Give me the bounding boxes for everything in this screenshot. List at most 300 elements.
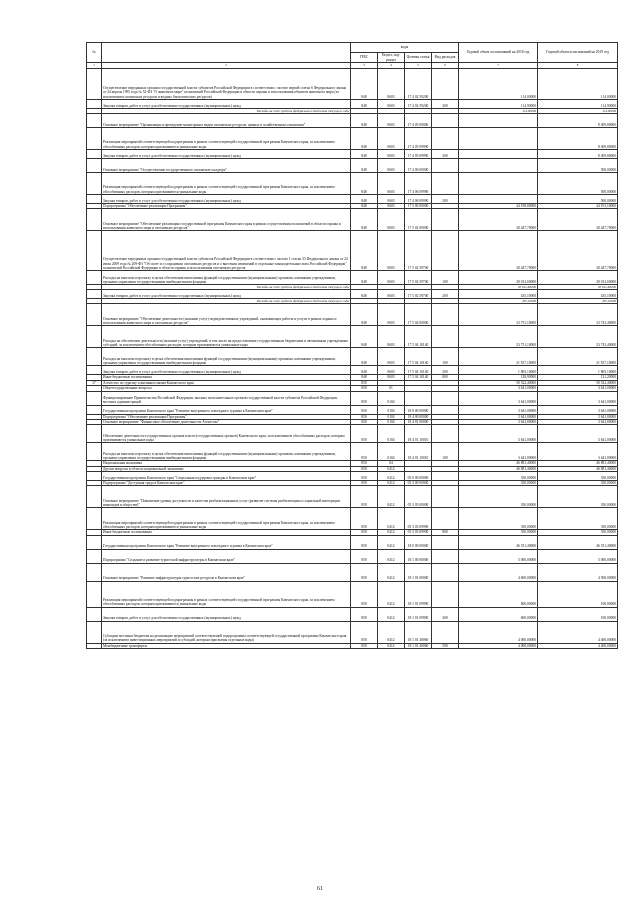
table-row	[87, 581, 618, 607]
header-section: Раздел, под-раздел	[378, 53, 405, 63]
row-section: 0603	[378, 326, 405, 348]
row-name: Закупка товаров, работ и услуг для обеспечения государственных (муниципальных) нужд	[102, 290, 351, 299]
row-grbs: 850	[351, 481, 378, 486]
row-number: 37	[87, 380, 102, 385]
row-grbs: 848	[351, 209, 378, 231]
row-section: 0603	[378, 271, 405, 285]
row-year1: 3 641,00000	[459, 414, 538, 419]
row-target: 05 0 00 00000	[405, 472, 432, 481]
row-year2: 3 641,00000	[538, 425, 618, 443]
table-row	[87, 621, 618, 643]
row-year1: 3 641,00000	[459, 391, 538, 405]
row-target: 17 5 02 00000	[405, 209, 432, 231]
row-name: Иные бюджетные ассигнования	[102, 530, 351, 535]
row-section: 0412	[378, 563, 405, 581]
row-name: Другие вопросы в области национальной экономики	[102, 466, 351, 471]
row-year1: 46 881,40000	[459, 466, 538, 471]
row-target: 18 1 01 40060	[405, 621, 432, 643]
row-year1: 46 531,40000	[459, 535, 538, 549]
row-grbs: 848	[351, 204, 378, 209]
row-section: 0412	[378, 621, 405, 643]
row-number	[87, 508, 102, 530]
row-year2: 8 409,80000	[538, 114, 618, 128]
row-year2: 500,00000	[538, 195, 618, 204]
row-year2: 100,00000	[538, 607, 618, 621]
row-year1: 350,00000	[459, 530, 538, 535]
row-year1: 114,00000	[459, 69, 538, 100]
row-number	[87, 69, 102, 100]
table-row	[87, 486, 618, 508]
row-grbs: 848	[351, 150, 378, 159]
row-section: 0412	[378, 643, 405, 648]
row-number	[87, 114, 102, 128]
row-name: Подпрограмма "Доступная среда в Камчатском крае"	[102, 481, 351, 486]
row-name: Расходы на выплаты персоналу в целях обеспечения выполнения функций государственными (муниципальными) органами, казенными учреждениями, органами управления государственными внебюджетными фондами	[102, 271, 351, 285]
row-year2: 46 531,40000	[538, 535, 618, 549]
row-target: 17 4 02 59200	[405, 69, 432, 100]
row-year1	[459, 195, 538, 204]
row-number	[87, 621, 102, 643]
row-expense-type: 200	[432, 150, 459, 159]
row-expense-type	[432, 159, 459, 173]
row-name: Основное мероприятие "Повышение уровня доступности и качества реабилитационных услуг (развитие системы реабилитации и социальной интеграции инвалидов в обществе)"	[102, 486, 351, 508]
row-section: 04	[378, 461, 405, 466]
row-number	[87, 173, 102, 195]
row-name: Основное мероприятие "Развитие инфраструктуры туристских ресурсов в Камчатском крае"	[102, 563, 351, 581]
row-name: Основное мероприятие "Обеспечение деятельности (оказание услуг) подведомственных учреждений, оказывающих работы и услуги в рамках охраны и использования животного мира и охотничьих ресурсов"	[102, 304, 351, 326]
row-year2: 20 012,60000	[538, 271, 618, 285]
table-row	[87, 348, 618, 366]
row-section: 0412	[378, 549, 405, 563]
row-year1: 20 447,70000	[459, 209, 538, 231]
row-number	[87, 549, 102, 563]
row-name: Реализация мероприятий соответствующей подпрограммы в рамках соответствующей государственной программы Камчатского края, за исключением обособленных расходов, которым присваиваются уникальные коды	[102, 581, 351, 607]
row-target: 18 1 01 40060	[405, 643, 432, 648]
row-name: Государственная программа Камчатского края "Развитие внутреннего и въездного туризма в Камчатском крае"	[102, 405, 351, 414]
row-expense-type	[432, 535, 459, 549]
row-name: Расходы на выплаты персоналу в целях обеспечения выполнения функций государственными (муниципальными) органами, казенными учреждениями, органами управления государственными внебюджетными фондами	[102, 443, 351, 461]
row-section: 0412	[378, 535, 405, 549]
row-target: 18 4 01 00000	[405, 419, 432, 424]
row-number	[87, 304, 102, 326]
row-name: Расходы за счет средств федерального бюджета текущего года	[102, 299, 351, 304]
row-expense-type: 800	[432, 530, 459, 535]
row-grbs: 848	[351, 114, 378, 128]
table-row	[87, 304, 618, 326]
row-target: 17 5 04 10140	[405, 375, 432, 380]
row-year2: 114,90000	[538, 100, 618, 109]
row-grbs: 850	[351, 549, 378, 563]
row-year1: 4 600,00000	[459, 563, 538, 581]
row-expense-type: 100	[432, 271, 459, 285]
row-section: 0603	[378, 195, 405, 204]
row-number	[87, 366, 102, 375]
row-year1: 3 641,00000	[459, 419, 538, 424]
row-expense-type: 500	[432, 643, 459, 648]
row-number	[87, 643, 102, 648]
table-row	[87, 195, 618, 204]
row-target: 18 1 01 09990	[405, 607, 432, 621]
row-name: Основное мероприятие "Организация и проведение мониторинга видов охотничьих ресурсов, ценных в хозяйственном отношении"	[102, 114, 351, 128]
row-name: Агентство по туризму и внешним связям Камчатского края	[102, 380, 351, 385]
row-year1	[459, 128, 538, 150]
row-target: 05 3 03 00000	[405, 486, 432, 508]
column-number: 5	[405, 63, 432, 69]
row-number	[87, 128, 102, 150]
table-row	[87, 114, 618, 128]
row-year2: 21 817,10000	[538, 348, 618, 366]
table-row	[87, 472, 618, 481]
row-year2: 8 409,80000	[538, 150, 618, 159]
row-target: 17 5 00 00000	[405, 204, 432, 209]
row-number	[87, 607, 102, 621]
row-expense-type	[432, 563, 459, 581]
row-year1: 600,00000	[459, 607, 538, 621]
row-year1: 21 817,10000	[459, 348, 538, 366]
row-number	[87, 326, 102, 348]
row-section: 0603	[378, 128, 405, 150]
row-expense-type	[432, 304, 459, 326]
row-section: 0412	[378, 466, 405, 471]
row-expense-type	[432, 486, 459, 508]
row-year1: 4 000,00000	[459, 621, 538, 643]
row-name: Реализация мероприятий соответствующей подпрограммы в рамках соответствующей государственной программы Камчатского края, за исключением обособленных расходов, которым присваиваются уникальные коды	[102, 128, 351, 150]
column-number: 3	[351, 63, 378, 69]
row-year2: 50 522,40000	[538, 380, 618, 385]
row-target: 17 4 06 09990	[405, 173, 432, 195]
row-expense-type	[432, 114, 459, 128]
header-expense-type: Вид расходов	[432, 53, 459, 63]
row-year2: 8 409,80000	[538, 128, 618, 150]
row-section: 01	[378, 386, 405, 391]
row-number	[87, 209, 102, 231]
row-year1: 350,00000	[459, 472, 538, 481]
row-section: 0412	[378, 581, 405, 607]
row-grbs: 850	[351, 461, 378, 466]
row-year2: 46 881,40000	[538, 466, 618, 471]
row-number	[87, 472, 102, 481]
row-name: Подпрограмма "Обеспечение реализации Программы"	[102, 204, 351, 209]
row-name: Иные бюджетные ассигнования	[102, 375, 351, 380]
row-year2: 100,00000	[538, 581, 618, 607]
page-number: 61	[317, 886, 323, 892]
column-number: 7	[459, 63, 538, 69]
row-section: 0603	[378, 231, 405, 271]
row-section: 0412	[378, 472, 405, 481]
row-year2: 3 641,00000	[538, 419, 618, 424]
row-grbs: 850	[351, 530, 378, 535]
row-name: Закупка товаров, работ и услуг для обеспечения государственных (муниципальных) нужд	[102, 100, 351, 109]
row-name: Субсидии местным бюджетам на реализацию мероприятий соответствующей подпрограммы соответствующей государственной программы Камчатского края (за исключением инвестиционных мероприятий и субсидий, которым присвоены отдельные коды)	[102, 621, 351, 643]
row-section: 0412	[378, 481, 405, 486]
row-year2: 1 805,10000	[538, 366, 618, 375]
row-name: Расходы на выплаты персоналу в целях обеспечения выполнения функций государственными (муниципальными) органами, казенными учреждениями, органами управления государственными внебюджетными фондами	[102, 348, 351, 366]
row-expense-type	[432, 231, 459, 271]
row-target: 05 3 03 09990	[405, 508, 432, 530]
row-grbs: 850	[351, 472, 378, 481]
row-section: 0603	[378, 114, 405, 128]
row-grbs: 850	[351, 563, 378, 581]
row-expense-type	[432, 621, 459, 643]
row-target: 17 4 02 59200	[405, 100, 432, 109]
row-name: Обеспечение деятельности государственных органов власти (государственных органов) Камчатского края, за исключением обособленных расходов, которым присваиваются уникальные коды	[102, 425, 351, 443]
row-name: Реализация мероприятий соответствующей подпрограммы в рамках соответствующей государственной программы Камчатского края, за исключением обособленных расходов, которым присваиваются уникальные коды	[102, 173, 351, 195]
row-target: 18 1 01 00000	[405, 563, 432, 581]
row-section: 0412	[378, 530, 405, 535]
row-expense-type	[432, 549, 459, 563]
row-year1: 600,00000	[459, 581, 538, 607]
table-row	[87, 508, 618, 530]
row-grbs: 848	[351, 159, 378, 173]
column-number: 1	[87, 63, 102, 69]
row-target: 17 5 04 10140	[405, 366, 432, 375]
row-year2: 5 000,00000	[538, 549, 618, 563]
row-target: 18 0 00 00000	[405, 405, 432, 414]
table-row	[87, 209, 618, 231]
row-grbs: 848	[351, 231, 378, 271]
row-expense-type	[432, 425, 459, 443]
row-year2: 350,00000	[538, 486, 618, 508]
row-name: Закупка товаров, работ и услуг для обеспечения государственных (муниципальных) нужд	[102, 366, 351, 375]
table-row	[87, 535, 618, 549]
row-grbs: 850	[351, 607, 378, 621]
row-year1: 5 000,00000	[459, 549, 538, 563]
table-row	[87, 231, 618, 271]
row-year1: 20 012,60000	[459, 271, 538, 285]
row-target: 17 4 06 09990	[405, 195, 432, 204]
row-expense-type: 800	[432, 375, 459, 380]
row-section: 0603	[378, 173, 405, 195]
row-year2: 3 641,00000	[538, 405, 618, 414]
row-year1: 350,00000	[459, 508, 538, 530]
row-name: Реализация мероприятий соответствующей подпрограммы в рамках соответствующей государственной программы Камчатского края, за исключением обособленных расходов, которым присваиваются уникальные коды	[102, 508, 351, 530]
column-number: 6	[432, 63, 459, 69]
row-grbs: 850	[351, 621, 378, 643]
table-row	[87, 159, 618, 173]
row-expense-type	[432, 508, 459, 530]
row-section: 0412	[378, 486, 405, 508]
column-number: 8	[538, 63, 618, 69]
row-name: Закупка товаров, работ и услуг для обеспечения государственных (муниципальных) нужд	[102, 607, 351, 621]
row-number	[87, 231, 102, 271]
row-name: Основное мероприятие "Обеспечение реализации государственной программы Камчатского края в рамках осуществления полномочий в области охраны и использования животного мира и охотничьих ресурсов"	[102, 209, 351, 231]
table-row	[87, 150, 618, 159]
row-name: Национальная экономика	[102, 461, 351, 466]
row-grbs: 848	[351, 100, 378, 109]
row-target: 17 4 06 00000	[405, 159, 432, 173]
row-year1: 23 751,10000	[459, 304, 538, 326]
row-year1: 3 641,00000	[459, 425, 538, 443]
row-grbs: 850	[351, 380, 378, 385]
row-name: Государственная программа Камчатского края "Социальная поддержка граждан в Камчатском крае"	[102, 472, 351, 481]
row-expense-type	[432, 405, 459, 414]
row-section: 0104	[378, 414, 405, 419]
table-row	[87, 69, 618, 100]
row-name: Осуществление переданных органам государственной власти субъектов Российской Федерации в соответствии с частью первой статьи 6 Федерального закона от 24 апреля 1995 года № 52-ФЗ "О животном мире" полномочий Российской Федерации в области охраны и использования объектов животного мира (за исключением охотничьих ресурсов и водных биологических ресурсов)	[102, 69, 351, 100]
row-name: Функционирование Правительства Российской Федерации, высших исполнительных органов государственной власти субъектов Российской Федерации, местных администраций	[102, 391, 351, 405]
row-year1: 350,00000	[459, 486, 538, 508]
row-number	[87, 290, 102, 299]
row-grbs: 850	[351, 643, 378, 648]
column-number: 4	[378, 63, 405, 69]
row-year1: 435,10000	[459, 299, 538, 304]
row-section: 0104	[378, 419, 405, 424]
row-year1	[459, 114, 538, 128]
row-number	[87, 581, 102, 607]
row-section: 0104	[378, 443, 405, 461]
row-number	[87, 563, 102, 581]
row-grbs: 850	[351, 386, 378, 391]
row-grbs: 850	[351, 391, 378, 405]
row-grbs: 850	[351, 535, 378, 549]
row-grbs: 850	[351, 486, 378, 508]
row-year1: 44 198,80000	[459, 204, 538, 209]
row-section: 0603	[378, 375, 405, 380]
row-grbs: 850	[351, 508, 378, 530]
table-row	[87, 326, 618, 348]
row-target: 17 4 05 09990	[405, 128, 432, 150]
row-year1	[459, 150, 538, 159]
row-name: Расходы за счет средств федерального бюджета текущего года	[102, 285, 351, 290]
row-target	[405, 391, 432, 405]
row-year1: 128,90000	[459, 375, 538, 380]
row-expense-type: 200	[432, 290, 459, 299]
row-number	[87, 405, 102, 414]
row-section: 0412	[378, 508, 405, 530]
table-row	[87, 549, 618, 563]
table-row	[87, 607, 618, 621]
table-row	[87, 391, 618, 405]
row-section: 0603	[378, 348, 405, 366]
budget-table	[86, 42, 618, 649]
row-year1: 435,10000	[459, 290, 538, 299]
row-section: 0603	[378, 204, 405, 209]
row-name: Осуществление переданных органам государственной власти субъектов Российской Федерации в соответствии с частью 1 статьи 33 Федерального закона от 24 июля 2009 года № 209-ФЗ "Об охоте и о сохранении охотничьих ресурсов и о внесении изменений в отдельные законодательные акты Российской Федерации" полномочий Российской Федерации в области охраны и использования охотничьих ресурсов	[102, 231, 351, 271]
row-target: 17 5 04 00000	[405, 304, 432, 326]
row-target: 18 4 01 10010	[405, 425, 432, 443]
row-year2: 350,00000	[538, 530, 618, 535]
row-number	[87, 159, 102, 173]
row-number	[87, 150, 102, 159]
row-grbs: 850	[351, 466, 378, 471]
table-body	[87, 69, 618, 649]
row-year2: 23 743,40000	[538, 304, 618, 326]
row-target: 18 4 00 00000	[405, 414, 432, 419]
row-year2: 20 447,70000	[538, 231, 618, 271]
row-year2: 350,00000	[538, 472, 618, 481]
row-target: 05 3 03 09990	[405, 530, 432, 535]
row-target: 17 5 04 10140	[405, 348, 432, 366]
row-section: 0104	[378, 405, 405, 414]
row-grbs: 848	[351, 271, 378, 285]
row-year2: 350,00000	[538, 481, 618, 486]
row-target: 17 5 02 59700	[405, 271, 432, 285]
row-year1: 3 641,00000	[459, 405, 538, 414]
row-grbs: 848	[351, 375, 378, 380]
row-grbs: 850	[351, 581, 378, 607]
row-year1: 23 751,10000	[459, 326, 538, 348]
row-year2: 435,10000	[538, 290, 618, 299]
row-target: 17 5 02 59700	[405, 231, 432, 271]
row-section: 0603	[378, 69, 405, 100]
row-year1: 50 522,40000	[459, 380, 538, 385]
row-year1: 20 012,60000	[459, 285, 538, 290]
row-expense-type	[432, 69, 459, 100]
row-year2: 3 641,00000	[538, 386, 618, 391]
row-year1: 20 447,70000	[459, 231, 538, 271]
row-grbs: 850	[351, 425, 378, 443]
row-year2: 3 641,00000	[538, 391, 618, 405]
row-grbs: 848	[351, 348, 378, 366]
row-name: Подпрограмма "Обеспечение реализации Программы"	[102, 414, 351, 419]
row-year1: 3 641,00000	[459, 443, 538, 461]
row-target: 17 4 05 09990	[405, 150, 432, 159]
row-grbs: 850	[351, 419, 378, 424]
row-section: 0603	[378, 100, 405, 109]
row-number	[87, 443, 102, 461]
row-expense-type: 200	[432, 607, 459, 621]
row-expense-type	[432, 472, 459, 481]
row-section: 0104	[378, 425, 405, 443]
header-year2: Годовой объем ассигнований на 2019 год	[538, 43, 618, 63]
table-row	[87, 643, 618, 648]
row-target: 17 4 05 00000	[405, 114, 432, 128]
table-row	[87, 443, 618, 461]
table-row	[87, 271, 618, 285]
row-expense-type: 100	[432, 443, 459, 461]
row-year2: 44 191,10000	[538, 204, 618, 209]
row-year1: 4 000,00000	[459, 643, 538, 648]
row-number	[87, 100, 102, 109]
row-expense-type: 200	[432, 195, 459, 204]
row-section: 0603	[378, 209, 405, 231]
row-name: Основное мероприятие "Финансовое обеспечение деятельности Агентства"	[102, 419, 351, 424]
table-row	[87, 128, 618, 150]
row-section: 0603	[378, 159, 405, 173]
row-grbs: 850	[351, 443, 378, 461]
row-year2: 20 012,60000	[538, 285, 618, 290]
row-number	[87, 271, 102, 285]
column-number: 2	[102, 63, 351, 69]
row-number	[87, 348, 102, 366]
row-number	[87, 486, 102, 508]
table-row	[87, 173, 618, 195]
row-target: 18 1 01 09990	[405, 581, 432, 607]
row-year2: 4 500,00000	[538, 563, 618, 581]
row-year1: 3 641,00000	[459, 386, 538, 391]
row-expense-type: 200	[432, 100, 459, 109]
row-year2: 435,10000	[538, 299, 618, 304]
row-number	[87, 195, 102, 204]
header-name	[102, 43, 351, 63]
row-section: 0603	[378, 304, 405, 326]
table-row	[87, 425, 618, 443]
row-section: 0104	[378, 391, 405, 405]
row-name: Подпрограмма "Создание и развитие туристской инфраструктуры в Камчатском крае"	[102, 549, 351, 563]
table-row	[87, 290, 618, 299]
row-year1: 114,90000	[459, 109, 538, 114]
row-number	[87, 391, 102, 405]
row-grbs: 848	[351, 326, 378, 348]
row-target: 05 3 00 00000	[405, 481, 432, 486]
row-target: 17 5 02 59700	[405, 290, 432, 299]
row-section: 0603	[378, 290, 405, 299]
row-expense-type	[432, 209, 459, 231]
row-grbs: 850	[351, 414, 378, 419]
row-name: Общегосударственные вопросы	[102, 386, 351, 391]
header-year1: Годовой объем ассигнований на 2018 год	[459, 43, 538, 63]
row-target: 18 0 00 00000	[405, 535, 432, 549]
